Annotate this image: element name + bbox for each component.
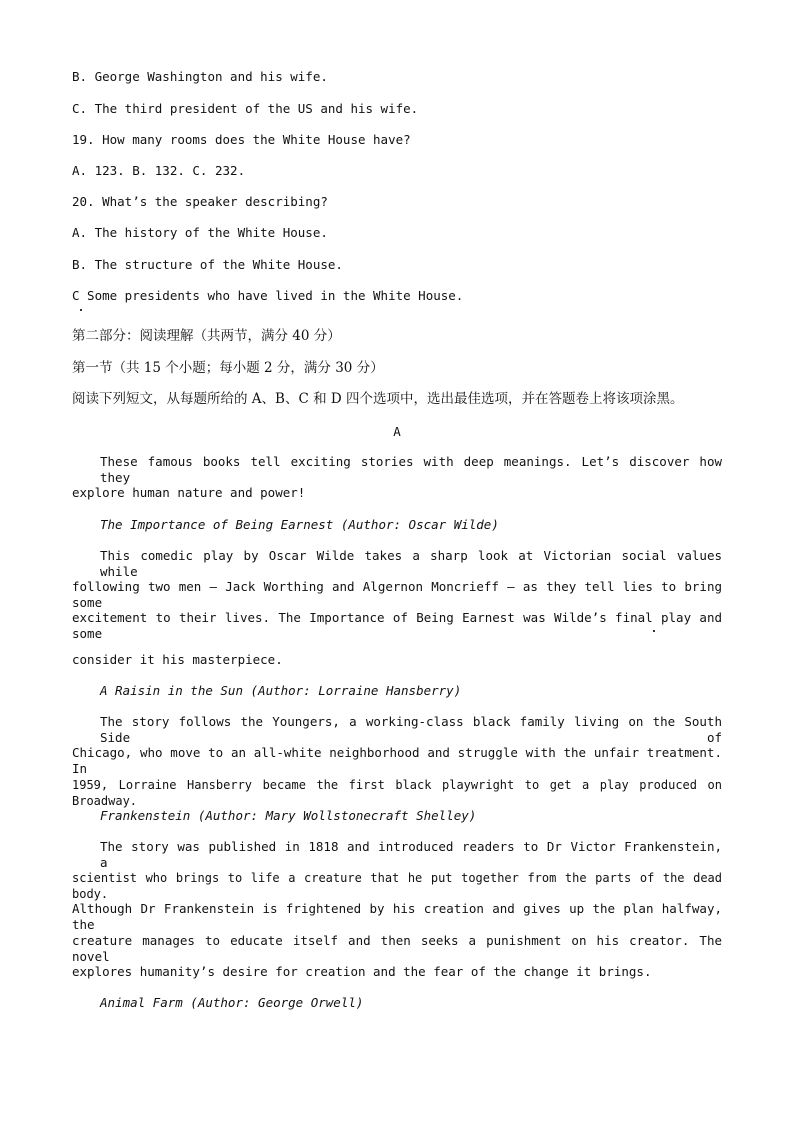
book-3-title: Frankenstein (Author: Mary Wollstonecraft Shelley) (100, 808, 477, 823)
question-20-option-b: B. The structure of the White House. (72, 257, 343, 272)
question-19-options: A. 123. B. 132. C. 232. (72, 163, 246, 178)
book-4-title: Animal Farm (Author: George Orwell) (100, 995, 364, 1010)
passage-letter: A (393, 424, 401, 439)
question-19: 19. How many rooms does the White House have? (72, 132, 411, 147)
question-18-option-c: C. The third president of the US and his wife. (72, 101, 419, 116)
question-20-option-c: C Some presidents who have lived in the White House. (72, 288, 464, 303)
book-3-paragraph-line-3: Although Dr Frankenstein is frightened by his creation and gives up the plan halfway, the (72, 901, 722, 932)
book-3-paragraph-line-1: The story was published in 1818 and introduced readers to Dr Victor Frankenstein, a (100, 839, 722, 870)
reading-instruction: 阅读下列短文，从每题所给的 A、B、C 和 D 四个选项中，选出最佳选项，并在答题卷上将该项涂黑。 (72, 391, 684, 407)
book-2-title: A Raisin in the Sun (Author: Lorraine Hansberry) (100, 683, 462, 698)
book-2-paragraph-line-2: Chicago, who move to an all-white neighborhood and struggle with the unfair treatment. In (72, 745, 722, 776)
book-2-paragraph-line-3: 1959, Lorraine Hansberry became the first black playwright to get a play produced on Broadway. (72, 778, 722, 808)
part-two-heading: 第二部分：阅读理解（共两节，满分 40 分） (72, 328, 341, 344)
passage-intro-line-1: These famous books tell exciting stories with deep meanings. Let’s discover how they (100, 454, 722, 485)
book-3-paragraph-line-5: explores humanity’s desire for creation and the fear of the change it brings. (72, 964, 652, 979)
question-20-option-a: A. The history of the White House. (72, 225, 328, 240)
book-1-paragraph-line-3: excitement to their lives. The Importance of Being Earnest was Wilde’s final play and some (72, 610, 722, 641)
book-1-paragraph-line-2: following two men — Jack Worthing and Algernon Moncrieff — as they tell lies to bring some (72, 579, 722, 610)
book-1-paragraph-line-1: This comedic play by Oscar Wilde takes a sharp look at Victorian social values while (100, 548, 722, 579)
book-1-title: The Importance of Being Earnest (Author: Oscar Wilde) (100, 517, 499, 532)
passage-intro-line-2: explore human nature and power! (72, 485, 306, 500)
stray-mark (653, 630, 655, 632)
stray-mark (80, 309, 82, 311)
book-2-paragraph-line-1: The story follows the Youngers, a working-class black family living on the South Side of (100, 714, 722, 745)
book-3-paragraph-line-2: scientist who brings to life a creature that he put together from the parts of the dead body. (72, 871, 722, 901)
section-one-heading: 第一节（共 15 个小题；每小题 2 分，满分 30 分） (72, 360, 384, 376)
question-20: 20. What’s the speaker describing? (72, 194, 328, 209)
book-1-paragraph-line-4: consider it his masterpiece. (72, 652, 283, 667)
book-3-paragraph-line-4: creature manages to educate itself and then seeks a punishment on his creator. The novel (72, 933, 722, 964)
question-18-option-b: B. George Washington and his wife. (72, 69, 328, 84)
